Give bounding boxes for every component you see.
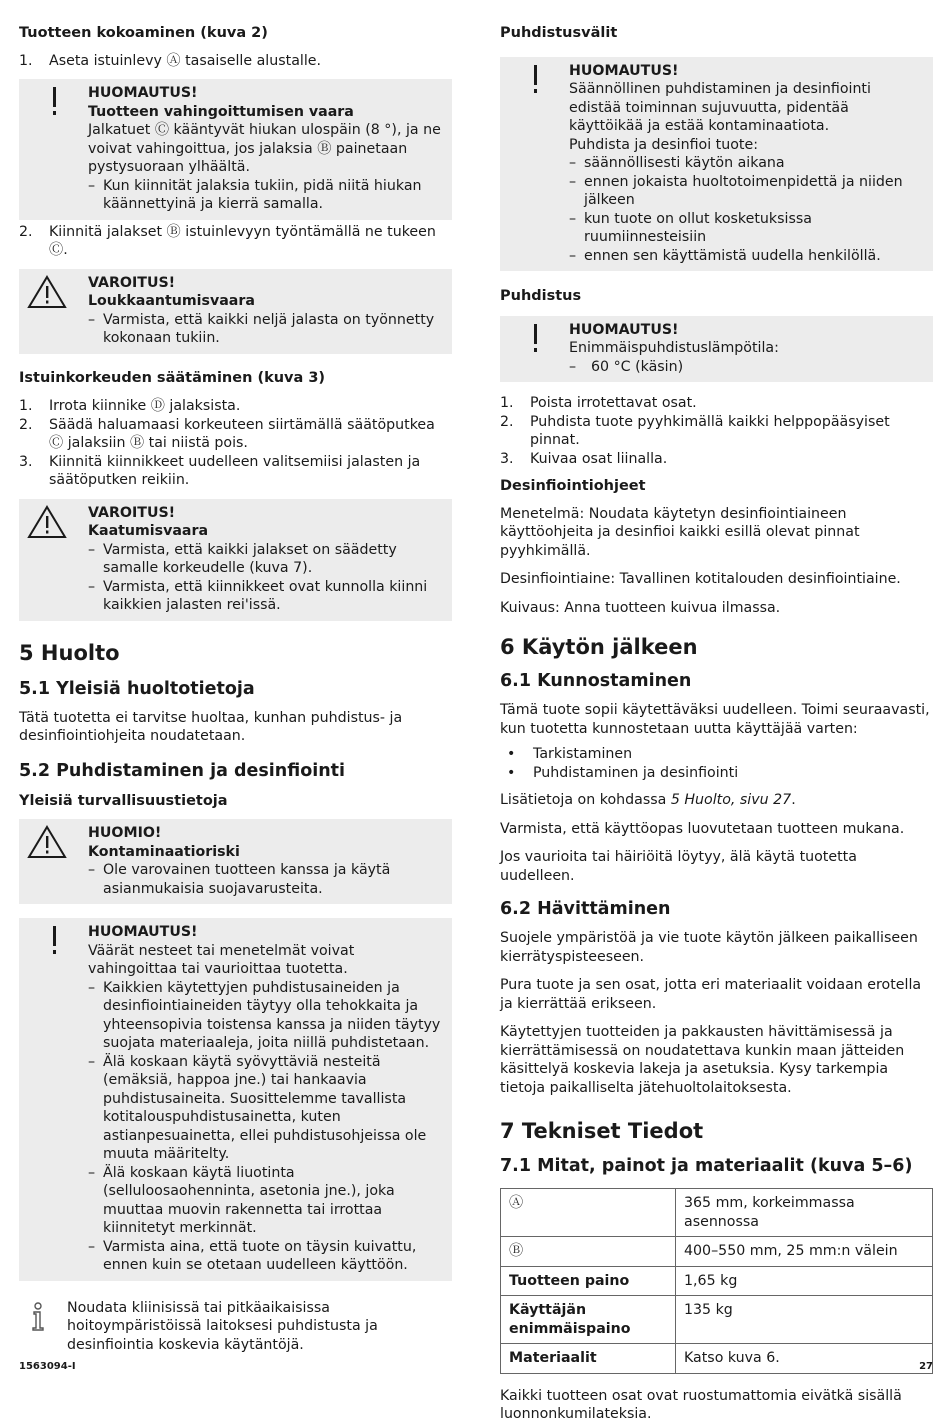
notice-box-intervals: HUOMAUTUS! Säännöllinen puhdistaminen ja desinfiointi edistää toiminnan sujuvuutta, pidentää käyttöikää ja estää kontaminaatiota. Puhdista ja desinfioi tuote: – säännöllisesti käytön aikana – ennen jokaista huoltotoimenpidettä ja niiden jälkeen – kun tuote on ollut kosketuksissa ruumiinnesteisiin – ennen sen käyttämistä uudella henkilöllä.: [500, 57, 933, 272]
damage-text: Jos vaurioita tai häiriöitä löytyy, älä käytä tuotetta uudelleen.: [500, 849, 857, 884]
exclamation-icon: [27, 924, 67, 958]
document-number: 1563094-I: [19, 1361, 76, 1372]
list-item: 3. Kuivaa osat liinalla.: [500, 450, 668, 467]
warning-triangle-icon: [27, 825, 67, 859]
info-icon: [31, 1302, 45, 1332]
dash-item: – Ole varovainen tuotteen kanssa ja käytä asianmukaisia suojavarusteita.: [88, 862, 391, 897]
table-row: [501, 1266, 933, 1296]
more-info-text: Lisätietoja on kohdassa 5 Huolto, sivu 27.: [500, 792, 796, 808]
disinfection-heading: Desinfiointiohjeet: [500, 478, 646, 494]
list-item: 2. Säädä haluamaasi korkeuteen siirtämällä säätöputkea Ⓒ jalaksiin Ⓑ tai niistä pois.: [19, 416, 435, 451]
list-item: 1. Irrota kiinnike Ⓓ jalaksista.: [19, 398, 241, 414]
assembly-steps-2: [19, 223, 452, 260]
section-5-2-title: 5.2 Puhdistaminen ja desinfiointi: [19, 760, 346, 781]
page-number: 27: [919, 1361, 933, 1372]
warning-box-tipping: VAROITUS! Kaatumisvaara – Varmista, että kaikki jalakset on säädetty samalle korkeudelle (kuva 7). – Varmista, että kiinnikkeet ovat kunnolla kiinni kaikkien jalasten rei'issä.: [19, 499, 452, 621]
spec-value: 1,65 kg: [676, 1266, 933, 1296]
manual-text: Varmista, että käyttöopas luovutetaan tuotteen mukana.: [500, 820, 905, 837]
dash-item: – Varmista, että kaikki neljä jalasta on työnnetty kokonaan tukiin.: [88, 311, 435, 346]
exclamation-icon: [27, 85, 67, 119]
list-item: 2. Kiinnitä jalakset Ⓑ istuinlevyyn työntämällä ne tukeen Ⓒ.: [19, 223, 436, 258]
cleaning-heading: Puhdistus: [500, 288, 582, 304]
spec-key: Materiaalit: [501, 1344, 676, 1374]
section-6-title: 6 Käytön jälkeen: [500, 635, 698, 659]
disinfection-method: Menetelmä: Noudata käytetyn desinfiointiaineen käyttöohjeita ja desinfioi kaikki esillä olevat pinnat pyyhkimällä.: [500, 505, 860, 559]
section-5-1-text: Tätä tuotetta ei tarvitse huoltaa, kunhan puhdistus- ja desinfiointiohjeita noudatetaan.: [19, 709, 403, 744]
dash-item: – ennen jokaista huoltotoimenpidettä ja niiden jälkeen: [569, 173, 903, 208]
section-6-1-title: 6.1 Kunnostaminen: [500, 671, 692, 691]
spec-value: 135 kg: [676, 1296, 933, 1344]
materials-note: Kaikki tuotteen osat ovat ruostumattomia eivätkä sisällä luonnonkumilateksia.: [500, 1387, 902, 1422]
spec-table: [500, 1188, 933, 1374]
spec-value: 400–550 mm, 25 mm:n välein: [676, 1237, 933, 1267]
disinfection-agent: Desinfiointiaine: Tavallinen kotitalouden desinfiointiaine.: [500, 571, 901, 587]
section-5-link[interactable]: 5 Huolto, sivu 27: [670, 792, 792, 808]
bullet-item: • Tarkistaminen: [507, 746, 633, 762]
height-heading: Istuinkorkeuden säätäminen (kuva 3): [19, 369, 326, 386]
section-6-1-text: Tämä tuote sopii käytettäväksi uudelleen. Toimi seuraavasti, kun tuotetta kunnostetaan uutta käyttäjää varten:: [500, 702, 930, 737]
bullet-item: • Puhdistaminen ja desinfiointi: [507, 764, 739, 781]
dash-item: – Kaikkien käytettyjen puhdistusaineiden ja desinfiointiaineiden täytyy olla tehokkaita ja yhteensopivia toistensa kanssa ja niiden täytyy suojata materiaaleja, joita niillä puhdistetaan.: [88, 979, 441, 1051]
notice-box-temperature: HUOMAUTUS! Enimmäispuhdistuslämpötila: – 60 °C (käsin): [500, 316, 933, 383]
dash-item: – Varmista, että kiinnikkeet ovat kunnolla kiinni kaikkien jalasten rei'issä.: [88, 578, 428, 613]
dash-item: – Varmista, että kaikki jalakset on säädetty samalle korkeudelle (kuva 7).: [88, 541, 397, 576]
assembly-heading: Tuotteen kokoaminen (kuva 2): [19, 25, 268, 41]
spec-key: Ⓑ: [501, 1237, 676, 1267]
spec-key: Käyttäjän enimmäispaino: [501, 1296, 676, 1344]
exclamation-icon: [508, 322, 548, 356]
table-row: [501, 1189, 933, 1237]
list-item: 1. Aseta istuinlevy Ⓐ tasaiselle alustalle.: [19, 52, 322, 69]
dash-item: – kun tuote on ollut kosketuksissa ruumiinnesteisiin: [569, 210, 812, 245]
spec-value: 365 mm, korkeimmassa asennossa: [676, 1189, 933, 1237]
section-5-1-title: 5.1 Yleisiä huoltotietoja: [19, 678, 255, 699]
disinfection-drying: Kuivaus: Anna tuotteen kuivua ilmassa.: [500, 599, 781, 616]
info-note: Noudata kliinisissä tai pitkäaikaisissa hoitoympäristöissä laitoksesi puhdistusta ja desinfiointia koskevia käytäntöjä.: [19, 1299, 452, 1355]
section-7-1-title: 7.1 Mitat, painot ja materiaalit (kuva 5–6): [500, 1156, 913, 1176]
list-item: 2. Puhdista tuote pyyhkimällä kaikki helppopääsyiset pinnat.: [500, 413, 890, 448]
intervals-heading: Puhdistusvälit: [500, 25, 618, 41]
section-6-2-title: 6.2 Hävittäminen: [500, 899, 671, 919]
dash-item: – Älä koskaan käytä syövyttäviä nesteitä (emäksiä, happoa jne.) tai hankaavia puhdistusaineita. Suosittelemme tavallista kotitalouspuhdistusainetta, kuten astianpesuainetta, ellei puhdistusohjeissa ole muuta määritelty.: [88, 1053, 427, 1162]
disposal-text-1: Suojele ympäristöä ja vie tuote käytön jälkeen paikalliseen kierrätyspisteeseen.: [500, 930, 918, 965]
table-row: [501, 1344, 933, 1374]
exclamation-icon: [508, 63, 548, 97]
disposal-text-2: Pura tuote ja sen osat, jotta eri materiaalit voidaan erotella ja kierrättää erikseen.: [500, 977, 922, 1012]
warning-triangle-icon: [27, 505, 67, 539]
table-row: [501, 1296, 933, 1344]
section-7-title: 7 Tekniset Tiedot: [500, 1119, 704, 1143]
height-steps: [19, 397, 452, 490]
disposal-text-3: Käytettyjen tuotteiden ja pakkausten hävittämisessä ja kierrättämisessä on noudatettava kunkin maan jätteiden käsittelyä koskevia lakeja ja asetuksia. Kysy tarkempia tietoja paikalliselta jätehuoltolaitoksesta.: [500, 1024, 905, 1096]
dash-item: – Älä koskaan käytä liuotinta (selluloosaohenninta, asetonia jne.), joka muuttaa muovin rakennetta tai irrottaa kiinnitetyt merkinnät.: [88, 1164, 395, 1236]
dash-item: – ennen sen käyttämistä uudella henkilöllä.: [569, 247, 881, 264]
left-column: [19, 0, 452, 1354]
caution-box-contamination: HUOMIO! Kontaminaatioriski – Ole varovainen tuotteen kanssa ja käytä asianmukaisia suojavarusteita.: [19, 819, 452, 904]
spec-key: Ⓐ: [501, 1189, 676, 1237]
notice-box-damage: HUOMAUTUS! Tuotteen vahingoittumisen vaara Jalkatuet Ⓒ kääntyvät hiukan ulospäin (8 °), ja ne voivat vahingoittua, jos jalaksia Ⓑ painetaan pystysuoraan ylhäältä. – Kun kiinnität jalaksia tukiin, pidä niitä hiukan käännettyinä ja kierrä samalla.: [19, 79, 452, 220]
right-column: [500, 0, 933, 1424]
dash-item: – säännöllisesti käytön aikana: [569, 155, 785, 171]
spec-value: Katso kuva 6.: [676, 1344, 933, 1374]
safety-heading: Yleisiä turvallisuustietoja: [19, 792, 228, 809]
notice-box-liquids: HUOMAUTUS! Väärät nesteet tai menetelmät voivat vahingoittaa tai vaurioittaa tuotetta. – Kaikkien käytettyjen puhdistusaineiden ja desinfiointiaineiden täytyy olla tehokkaita ja yhteensopivia toistensa kanssa ja niiden täytyy suojata materiaaleja, joita niillä puhdistetaan. – Älä koskaan käytä syövyttäviä nesteitä (emäksiä, happoa jne.) tai hankaavia puhdistusaineita. Suosittelemme tavallista kotitalouspuhdistusainetta, kuten astianpesuainetta, ellei puhdistusohjeissa ole muuta määritelty. – Älä koskaan käytä liuotinta (selluloosaohenninta, asetonia jne.), joka muuttaa muovin rakennetta tai irrottaa kiinnitetyt merkinnät. – Varmista aina, että tuote on täysin kuivattu, ennen kuin se otetaan uudelleen käyttöön.: [19, 918, 452, 1281]
spec-key: Tuotteen paino: [501, 1266, 676, 1296]
table-row: [501, 1237, 933, 1267]
warning-triangle-icon: [27, 275, 67, 309]
dash-item: – 60 °C (käsin): [569, 358, 684, 375]
list-item: 1. Poista irrotettavat osat.: [500, 395, 697, 411]
section-5-title: 5 Huolto: [19, 640, 120, 665]
cleaning-steps: [500, 394, 933, 468]
dash-item: – Varmista aina, että tuote on täysin kuivattu, ennen kuin se otetaan uudelleen käyttöön.: [88, 1238, 417, 1273]
dash-item: – Kun kiinnität jalaksia tukiin, pidä niitä hiukan käännettyinä ja kierrä samalla.: [88, 177, 422, 212]
list-item: 3. Kiinnitä kiinnikkeet uudelleen valitsemiisi jalasten ja säätöputken reikiin.: [19, 453, 421, 488]
refurbish-bullets: [500, 745, 933, 782]
warning-box-injury: VAROITUS! Loukkaantumisvaara – Varmista, että kaikki neljä jalasta on työnnetty kokonaan tukiin.: [19, 269, 452, 354]
assembly-steps-1: [19, 52, 452, 71]
